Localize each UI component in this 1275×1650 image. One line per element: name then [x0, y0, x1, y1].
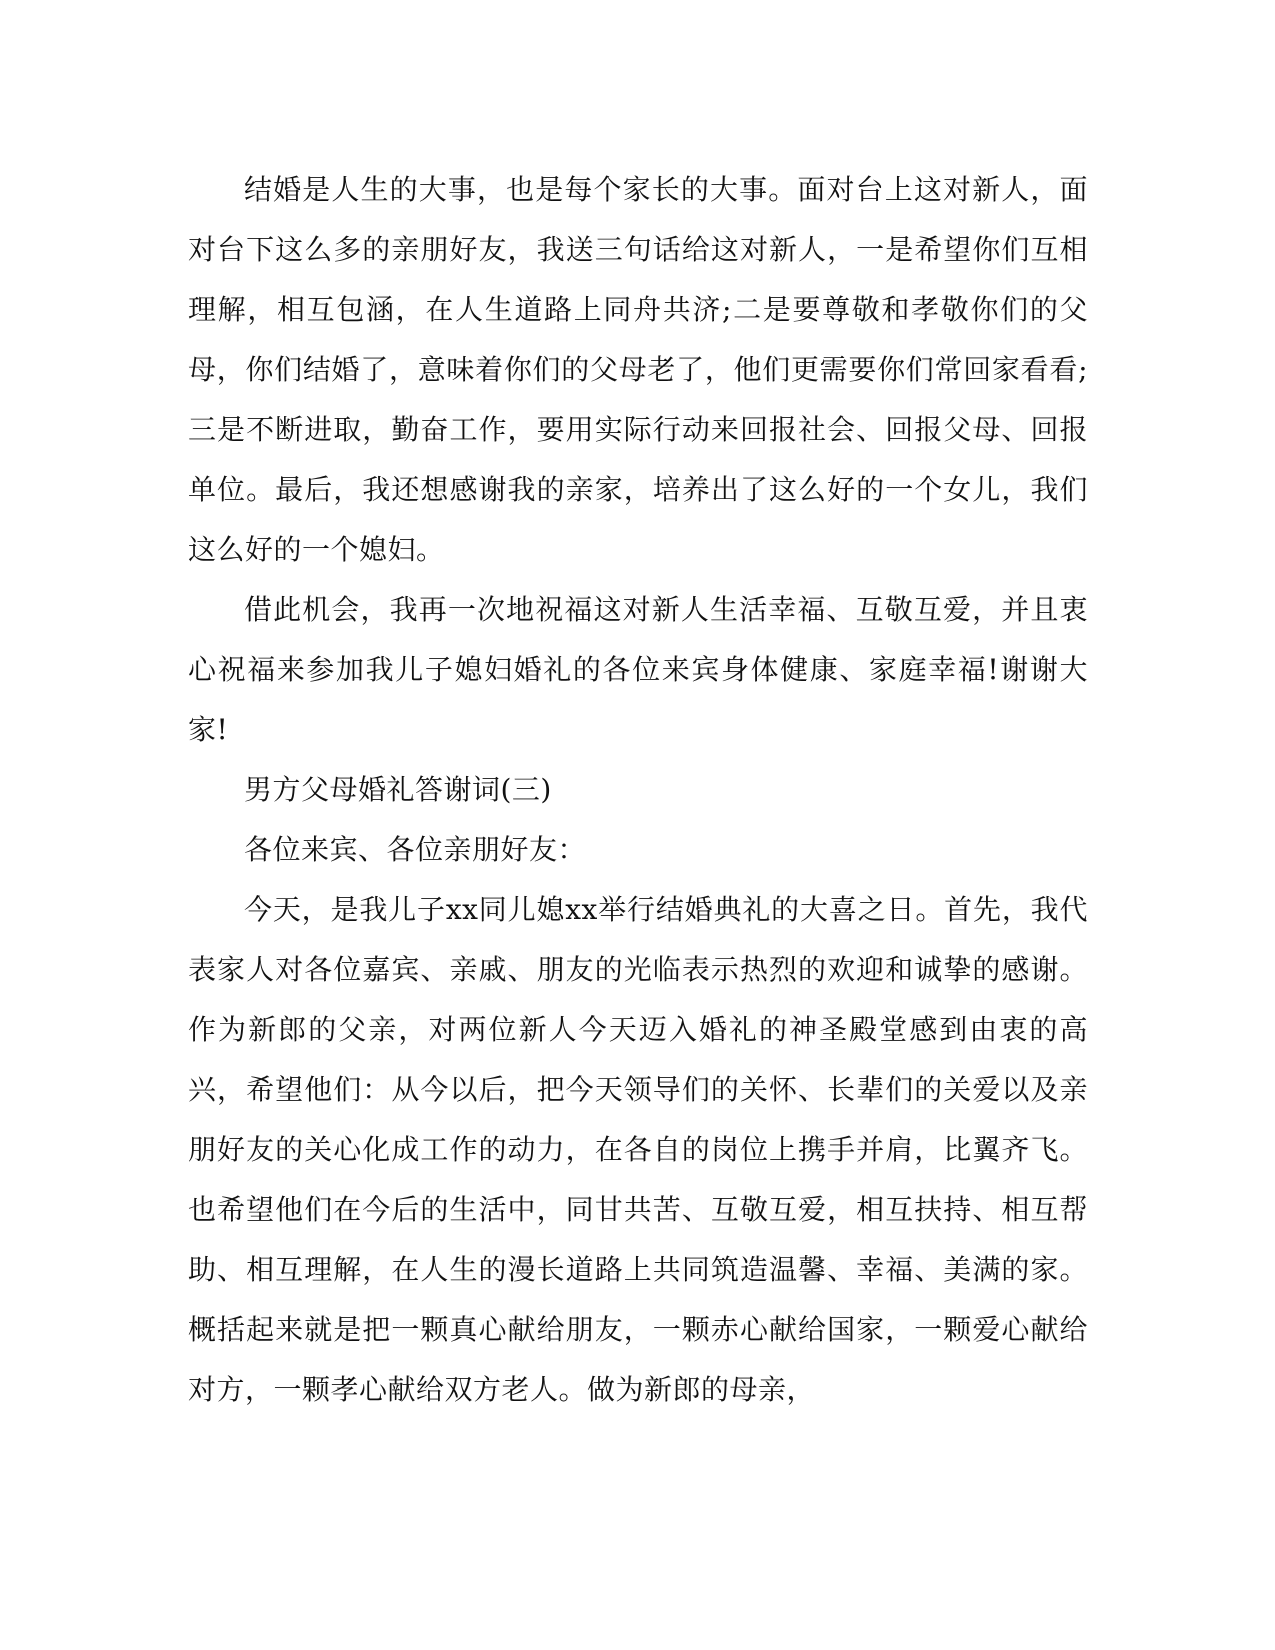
salutation: 各位来宾、各位亲朋好友： [244, 833, 587, 866]
paragraph-blessing: 借此机会，我再一次地祝福这对新人生活幸福、互敬互爱，并且衷心祝福来参加我儿子媳妇婚礼的各位来宾身体健康、家庭幸福!谢谢大家! [188, 593, 1088, 746]
section-heading: 男方父母婚礼答谢词(三) [244, 773, 552, 806]
paragraph-wedding-advice: 结婚是人生的大事，也是每个家长的大事。面对台上这对新人，面对台下这么多的亲朋好友，我送三句话给这对新人，一是希望你们互相理解，相互包涵，在人生道路上同舟共济;二是要尊敬和孝敬你们的父母，你们结婚了，意味着你们的父母老了，他们更需要你们常回家看看;三是不断进取，勤奋工作，要用实际行动来回报社会、回报父母、回报单位。最后，我还想感谢我的亲家，培养出了这么好的一个女儿，我们这么好的一个媳妇。 [188, 173, 1088, 566]
paragraph-speech-body: 今天，是我儿子xx同儿媳xx举行结婚典礼的大喜之日。首先，我代表家人对各位嘉宾、亲戚、朋友的光临表示热烈的欢迎和诚挚的感谢。作为新郎的父亲，对两位新人今天迈入婚礼的神圣殿堂感到由衷的高兴，希望他们：从今以后，把今天领导们的关怀、长辈们的关爱以及亲朋好友的关心化成工作的动力，在各自的岗位上携手并肩，比翼齐飞。也希望他们在今后的生活中，同甘共苦、互敬互爱，相互扶持、相互帮助、相互理解，在人生的漫长道路上共同筑造温馨、幸福、美满的家。概括起来就是把一颗真心献给朋友，一颗赤心献给国家，一颗爱心献给对方，一颗孝心献给双方老人。做为新郎的母亲， [188, 893, 1088, 1406]
document-body [188, 160, 1088, 1420]
